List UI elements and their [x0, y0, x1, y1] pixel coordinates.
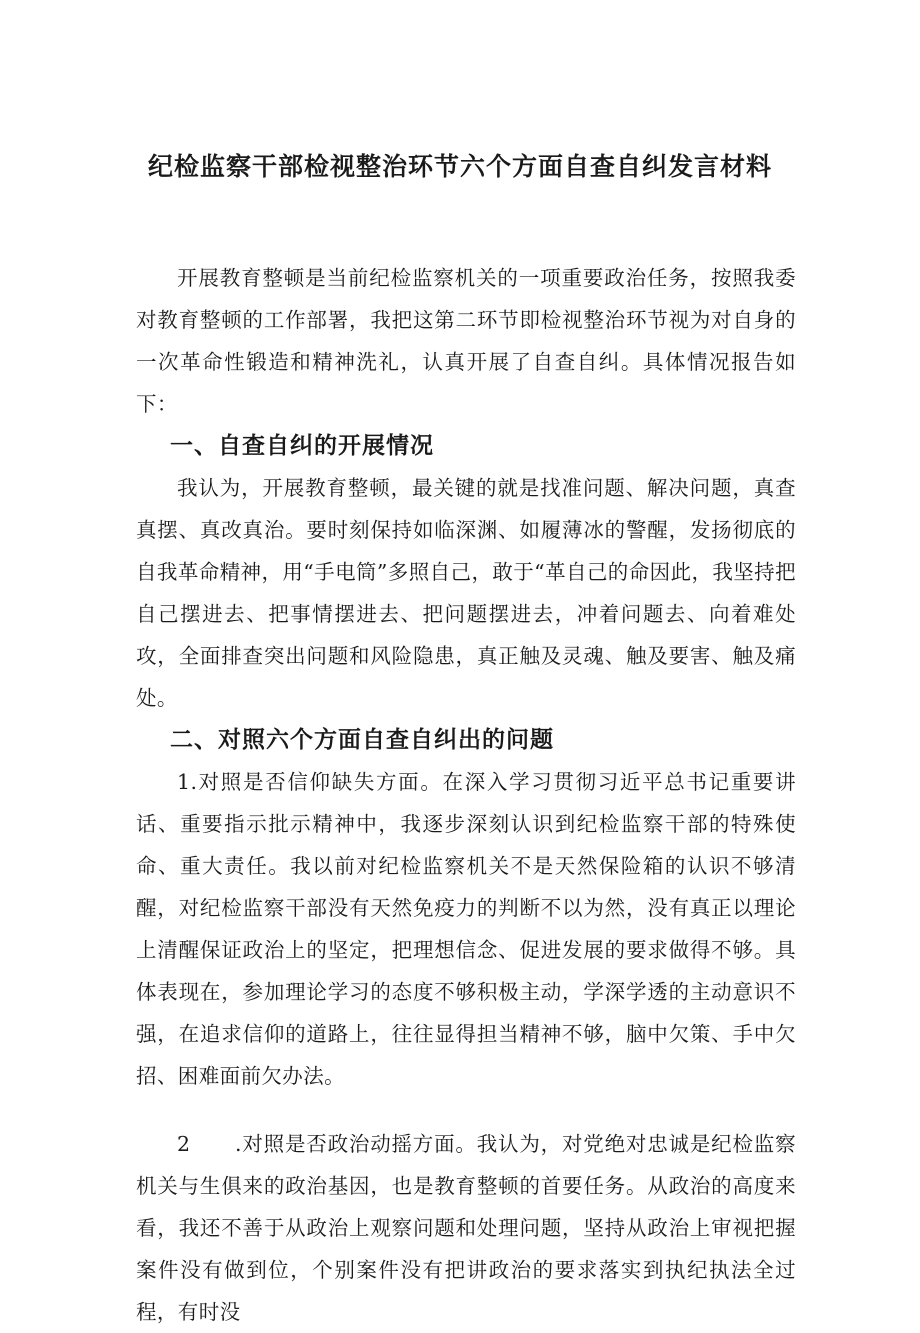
document-title: 纪检监察干部检视整治环节六个方面自查自纠发言材料 — [147, 152, 772, 181]
item-2-text: .对照是否政治动摇方面。我认为，对党绝对忠诚是纪检监察机关与生俱来的政治基因，也是教育整顿的首要任务。从政治的高度来看，我还不善于从政治上观察问题和处理问题，坚持从政治上审视把握案件没有做到位，个别案件没有把讲政治的要求落实到执纪执法全过程，有时没 — [136, 1132, 796, 1324]
paragraph-gap — [136, 1097, 796, 1123]
item-1-paragraph — [136, 761, 796, 1097]
section-1-heading: 一、自查自纠的开展情况 — [170, 433, 434, 459]
item-2-paragraph — [136, 1123, 796, 1333]
document-body — [136, 257, 796, 1333]
item-1-number: 1 — [177, 770, 191, 794]
section-2-heading: 二、对照六个方面自查自纠出的问题 — [170, 727, 554, 753]
intro-paragraph: 开展教育整顿是当前纪检监察机关的一项重要政治任务，按照我委对教育整顿的工作部署，我把这第二环节即检视整治环节视为对自身的一次革命性锻造和精神洗礼，认真开展了自查自纠。具体情况报告如下： — [136, 266, 796, 416]
item-2-number: 2 — [177, 1132, 191, 1156]
section-1-paragraph: 我认为，开展教育整顿，最关键的就是找准问题、解决问题，真查真摆、真改真治。要时刻保持如临深渊、如履薄冰的警醒，发扬彻底的自我革命精神，用“手电筒”多照自己，敢于“革自己的命因此，我坚持把自己摆进去、把事情摆进去、把问题摆进去，冲着问题去、向着难处攻，全面排查突出问题和风险隐患，真正触及灵魂、触及要害、触及痛处。 — [136, 476, 796, 710]
item-1-text: .对照是否信仰缺失方面。在深入学习贯彻习近平总书记重要讲话、重要指示批示精神中，我逐步深刻认识到纪检监察干部的特殊使命、重大责任。我以前对纪检监察机关不是天然保险箱的认识不够清醒，对纪检监察干部没有天然免疫力的判断不以为然，没有真正以理论上清醒保证政治上的坚定，把理想信念、促进发展的要求做得不够。具体表现在，参加理论学习的态度不够积极主动，学深学透的主动意识不强，在追求信仰的道路上，往往显得担当精神不够，脑中欠策、手中欠招、困难面前欠办法。 — [136, 770, 796, 1088]
